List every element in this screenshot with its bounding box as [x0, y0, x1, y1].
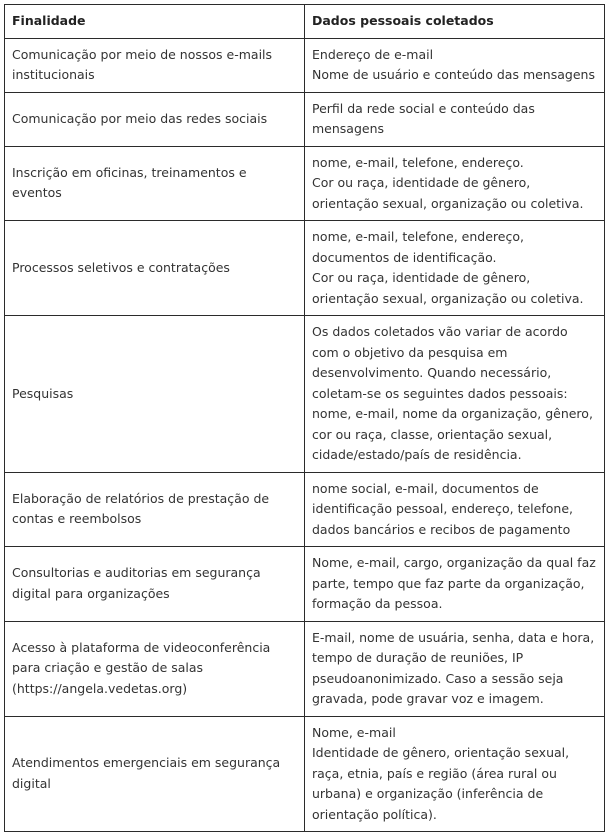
personal-data-line: Cor ou raça, identidade de gênero, orientação sexual, organização ou coletiva. [312, 175, 584, 211]
personal-data-line: Cor ou raça, identidade de gênero, orientação sexual, organização ou coletiva. [312, 270, 584, 306]
purpose-cell: Acesso à plataforma de videoconferência para criação e gestão de salas (https://angela.vedetas.org) [5, 621, 305, 716]
header-personal-data: Dados pessoais coletados [305, 5, 605, 39]
personal-data-cell [305, 547, 605, 622]
personal-data-line: Nome, e-mail, cargo, organização da qual faz parte, tempo que faz parte da organização, formação da pessoa. [312, 555, 596, 611]
table-body [5, 38, 605, 832]
table-row [5, 316, 605, 473]
purpose-cell: Comunicação por meio das redes sociais [5, 92, 305, 146]
personal-data-cell [305, 472, 605, 547]
table-row [5, 472, 605, 547]
personal-data-line: Identidade de gênero, orientação sexual, raça, etnia, país e região (área rural ou urbana) e organização (inferência de orientação política). [312, 745, 570, 822]
personal-data-line: E-mail, nome de usuária, senha, data e hora, tempo de duração de reuniões, IP pseudoanonimizado. Caso a sessão seja gravada, pode gravar voz e imagem. [312, 629, 595, 706]
purpose-cell: Processos seletivos e contratações [5, 221, 305, 316]
personal-data-line: Endereço de e-mail [312, 46, 434, 62]
personal-data-line: Nome, e-mail [312, 724, 396, 740]
header-purpose: Finalidade [5, 5, 305, 39]
table-row [5, 92, 605, 146]
purpose-cell: Elaboração de relatórios de prestação de contas e reembolsos [5, 472, 305, 547]
table-row [5, 221, 605, 316]
header-row [5, 5, 605, 39]
personal-data-line: nome, e-mail, telefone, endereço, documentos de identificação. [312, 229, 524, 265]
purpose-cell: Pesquisas [5, 316, 305, 473]
table-row [5, 38, 605, 92]
purpose-cell: Comunicação por meio de nossos e-mails institucionais [5, 38, 305, 92]
purpose-cell: Atendimentos emergenciais em segurança digital [5, 716, 305, 832]
personal-data-cell [305, 146, 605, 221]
table-row [5, 547, 605, 622]
table-row [5, 621, 605, 716]
personal-data-line: Nome de usuário e conteúdo das mensagens [312, 67, 595, 82]
personal-data-cell [305, 716, 605, 832]
personal-data-line: Perfil da rede social e conteúdo das mensagens [312, 100, 535, 136]
personal-data-cell [305, 38, 605, 92]
data-collection-table [4, 4, 605, 832]
personal-data-cell [305, 621, 605, 716]
personal-data-cell [305, 316, 605, 473]
table-row [5, 716, 605, 832]
personal-data-line: Os dados coletados vão variar de acordo com o objetivo da pesquisa em desenvolvimento. Quando necessário, coletam-se os seguintes dados pessoais: nome, e-mail, nome da organização, gênero, cor ou raça, classe, orientação sexual, cidade/estado/país de residência. [312, 324, 593, 462]
personal-data-line: nome social, e-mail, documentos de identificação pessoal, endereço, telefone, dados bancários e recibos de pagamento [312, 480, 573, 537]
purpose-cell: Inscrição em oficinas, treinamentos e eventos [5, 146, 305, 221]
table-header [5, 5, 605, 39]
table-row [5, 146, 605, 221]
personal-data-cell [305, 92, 605, 146]
personal-data-cell [305, 221, 605, 316]
personal-data-line: nome, e-mail, telefone, endereço. [312, 154, 524, 170]
purpose-cell: Consultorias e auditorias em segurança digital para organizações [5, 547, 305, 622]
